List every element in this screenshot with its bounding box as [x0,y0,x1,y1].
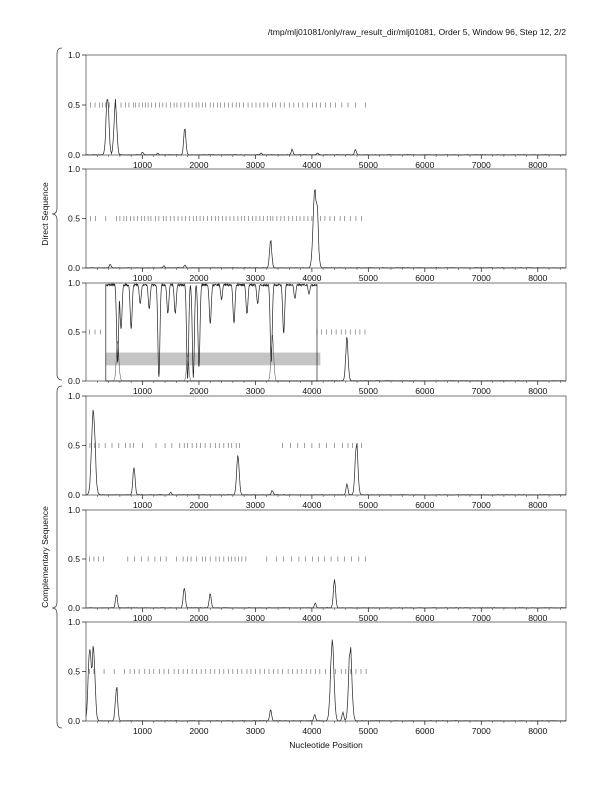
x-tick-label: 6000 [415,613,435,623]
panel-frame-6 [68,617,566,736]
x-tick-label: 3000 [245,500,265,510]
x-tick-label: 6000 [415,386,435,396]
x-tick-label: 6000 [415,500,435,510]
y-tick-label: 0.0 [68,490,80,500]
x-tick-label: 3000 [245,160,265,170]
x-tick-label: 4000 [302,386,322,396]
coding-potential-line [86,99,566,155]
x-tick-label: 8000 [528,386,548,396]
coding-potential-line [86,410,566,495]
x-tick-label: 1000 [132,613,153,623]
y-tick-label: 0.5 [68,327,80,337]
y-tick-label: 1.0 [68,391,80,401]
x-tick-label: 1000 [132,160,153,170]
panel-frame-border [86,510,566,608]
x-tick-label: 2000 [189,386,209,396]
x-axis-label: Nucleotide Position [289,740,363,750]
x-tick-label: 1000 [132,500,153,510]
y-tick-label: 0.5 [68,666,80,677]
x-tick-label: 7000 [471,273,491,283]
complementary-bracket [52,386,62,728]
panel-frame-1 [68,50,566,170]
y-tick-label: 0.0 [68,376,80,386]
x-tick-label: 4000 [302,500,322,510]
coding-potential-line [86,579,566,608]
y-tick-label: 0.5 [68,554,80,564]
y-tick-label: 1.0 [68,505,80,515]
x-tick-label: 2000 [189,726,209,736]
x-tick-label: 7000 [471,500,491,510]
x-tick-label: 8000 [528,160,548,170]
group-labels [40,48,62,728]
x-tick-label: 4000 [302,726,322,736]
x-tick-label: 2000 [189,160,209,170]
y-tick-label: 1.0 [68,164,80,174]
y-tick-label: 1.0 [68,278,80,288]
x-tick-label: 8000 [528,613,548,623]
x-tick-label: 4000 [302,273,322,283]
panels-container [68,50,566,736]
coding-potential-line [86,640,566,721]
x-tick-label: 5000 [358,386,378,396]
panel-frame-5 [68,505,566,623]
x-tick-label: 4000 [302,613,322,623]
x-tick-label: 2000 [189,613,209,623]
x-tick-label: 3000 [245,273,265,283]
x-tick-label: 8000 [528,500,548,510]
x-tick-label: 5000 [358,160,378,170]
x-tick-label: 6000 [415,160,435,170]
y-tick-label: 0.0 [68,716,80,726]
panel-frame-border [86,169,566,268]
x-tick-label: 7000 [471,613,491,623]
x-tick-label: 4000 [302,160,322,170]
y-tick-label: 0.0 [68,263,80,273]
coding-potential-line [86,190,566,268]
x-tick-label: 2000 [189,273,209,283]
x-tick-label: 1000 [132,386,153,396]
y-tick-label: 0.0 [68,603,80,613]
x-tick-label: 8000 [528,726,548,736]
y-tick-label: 0.5 [68,100,80,110]
x-tick-label: 6000 [415,726,435,736]
panel-frame-4 [68,391,566,510]
panel-frame-border [86,622,566,721]
direct-bracket [52,48,62,380]
panel-frame-border [86,396,566,495]
x-tick-label: 7000 [471,386,491,396]
x-tick-label: 8000 [528,273,548,283]
x-tick-label: 5000 [358,273,378,283]
x-tick-label: 1000 [132,726,153,736]
coding-potential-line [317,338,566,381]
x-tick-label: 3000 [245,386,265,396]
x-tick-label: 3000 [245,726,265,736]
gene-region-band [106,353,321,366]
x-tick-label: 2000 [189,500,209,510]
y-tick-label: 1.0 [68,50,80,60]
direct-sequence-label: Direct Sequence [40,182,50,246]
coding-potential-line [106,284,317,381]
x-tick-label: 3000 [245,613,265,623]
panel-frame-2 [68,164,566,283]
x-tick-label: 5000 [358,613,378,623]
y-tick-label: 0.5 [68,213,80,224]
x-tick-label: 5000 [358,500,378,510]
x-tick-label: 7000 [471,726,491,736]
x-tick-label: 6000 [415,273,435,283]
panel-frame-3 [68,278,566,396]
page-title: /tmp/mlj01081/only/raw_result_dir/mlj01081, Order 5, Window 96, Step 12, 2/2 [267,27,566,37]
x-tick-label: 5000 [358,726,378,736]
y-tick-label: 0.0 [68,150,80,160]
x-tick-label: 1000 [132,273,153,283]
complementary-sequence-label: Complementary Sequence [40,506,50,608]
y-tick-label: 1.0 [68,617,80,627]
x-tick-label: 7000 [471,160,491,170]
panel-frame-border [86,55,566,155]
y-tick-label: 0.5 [68,440,80,451]
